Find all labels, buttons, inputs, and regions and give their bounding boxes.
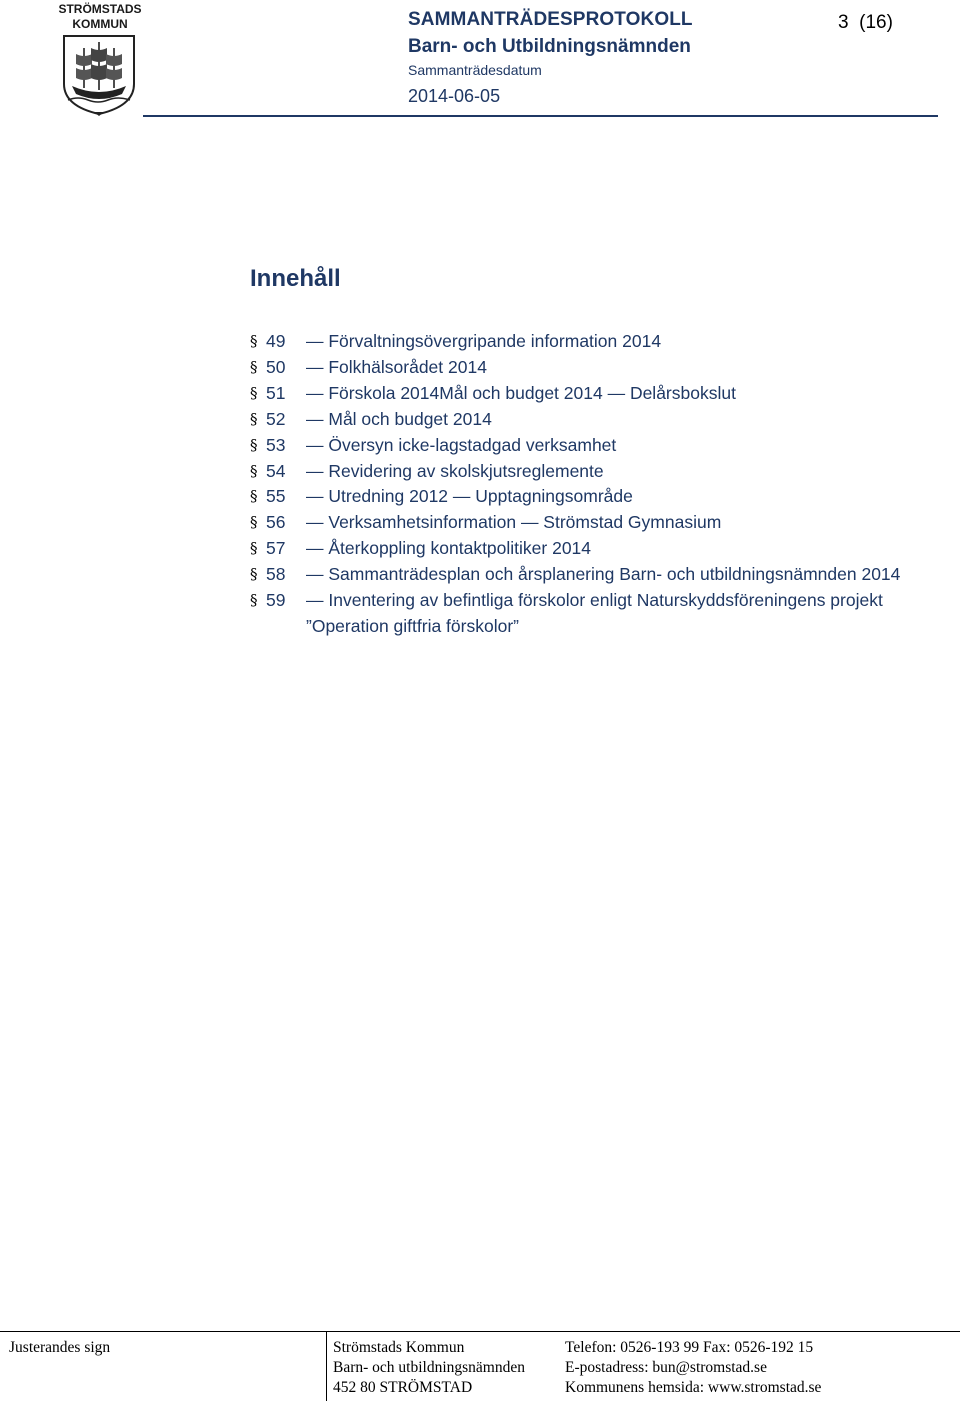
toc-item <box>250 355 940 381</box>
municipality-logo-text <box>58 2 142 32</box>
toc-item <box>250 536 940 562</box>
section-symbol: § <box>250 513 258 532</box>
section-symbol: § <box>250 409 258 428</box>
toc-item-number: 52 <box>266 408 286 429</box>
toc-item-number: 55 <box>266 486 286 507</box>
toc-item-number: 58 <box>266 564 286 585</box>
toc-item-number: 57 <box>266 538 286 559</box>
toc-item <box>250 484 940 510</box>
toc-item <box>250 329 940 355</box>
toc-item-title: — Sammanträdesplan och årsplanering Barn- och utbildningsnämnden 2014 <box>306 564 901 585</box>
section-symbol: § <box>250 591 258 610</box>
toc-item-title: — Verksamhetsinformation — Strömstad Gymnasium <box>306 512 722 533</box>
document-title: SAMMANTRÄDESPROTOKOLL <box>408 9 693 30</box>
footer-address: 452 80 STRÖMSTAD <box>333 1379 473 1396</box>
toc-item-title: — Förvaltningsövergripande information 2014 <box>306 331 662 351</box>
toc-item-number: 53 <box>266 434 286 455</box>
board-name: Barn- och Utbildningsnämnden <box>408 36 691 57</box>
section-symbol: § <box>250 539 258 558</box>
page-total: (16) <box>859 12 893 33</box>
toc-item-title: — Inventering av befintliga förskolor enligt Naturskyddsföreningens projekt ”Operation giftfria förskolor” <box>306 590 883 636</box>
toc-item-title: — Revidering av skolskjutsreglemente <box>306 460 604 481</box>
toc-item <box>250 459 940 485</box>
footer-phone-fax: Telefon: 0526-193 99 Fax: 0526-192 15 <box>565 1339 814 1356</box>
section-symbol: § <box>250 461 258 480</box>
footer-org: Strömstads Kommun <box>333 1339 465 1356</box>
logo-name-line2: KOMMUN <box>72 17 128 31</box>
toc-item-title: — Förskola 2014Mål och budget 2014 — Delårsbokslut <box>306 382 736 403</box>
section-symbol: § <box>250 357 258 376</box>
header-divider <box>143 115 938 117</box>
footer-contact-block <box>565 1338 821 1398</box>
toc-item <box>250 510 940 536</box>
toc-item-number: 54 <box>266 460 286 481</box>
toc-item-number: 59 <box>266 590 286 611</box>
footer-email: E-postadress: bun@stromstad.se <box>565 1359 767 1376</box>
toc-item-title: — Folkhälsorådet 2014 <box>306 356 487 377</box>
section-symbol: § <box>250 565 258 584</box>
logo-name-line1: STRÖMSTADS <box>58 2 142 16</box>
toc-item-title: — Utredning 2012 — Upptagningsområde <box>306 486 633 507</box>
section-symbol: § <box>250 435 258 454</box>
footer-website: Kommunens hemsida: www.stromstad.se <box>565 1379 822 1396</box>
toc-item-number: 51 <box>266 382 286 403</box>
page-indicator <box>838 12 893 34</box>
ship-crest-icon <box>62 34 136 116</box>
toc-item <box>250 588 940 640</box>
section-symbol: § <box>250 487 258 506</box>
toc-heading: Innehåll <box>250 265 341 292</box>
footer-divider <box>0 1331 960 1332</box>
page-number: 3 <box>838 12 849 33</box>
footer-address-block <box>333 1338 525 1398</box>
toc-item-title: — Mål och budget 2014 <box>306 408 492 429</box>
toc-list <box>250 329 940 640</box>
toc-item <box>250 407 940 433</box>
toc-item-number: 49 <box>266 331 286 351</box>
signature-label: Justerandes sign <box>9 1339 111 1356</box>
section-symbol: § <box>250 383 258 402</box>
toc-item-title: — Återkoppling kontaktpolitiker 2014 <box>306 538 592 559</box>
toc-item <box>250 562 940 588</box>
toc-item <box>250 433 940 459</box>
section-symbol: § <box>250 332 258 350</box>
toc-item-number: 56 <box>266 512 286 533</box>
meeting-date-label: Sammanträdesdatum <box>408 62 542 78</box>
toc-item <box>250 381 940 407</box>
toc-item-number: 50 <box>266 356 286 377</box>
meeting-date: 2014-06-05 <box>408 86 501 106</box>
footer-column-divider <box>326 1332 327 1401</box>
footer-dept: Barn- och utbildningsnämnden <box>333 1359 525 1376</box>
toc-item-title: — Översyn icke-lagstadgad verksamhet <box>306 434 617 455</box>
